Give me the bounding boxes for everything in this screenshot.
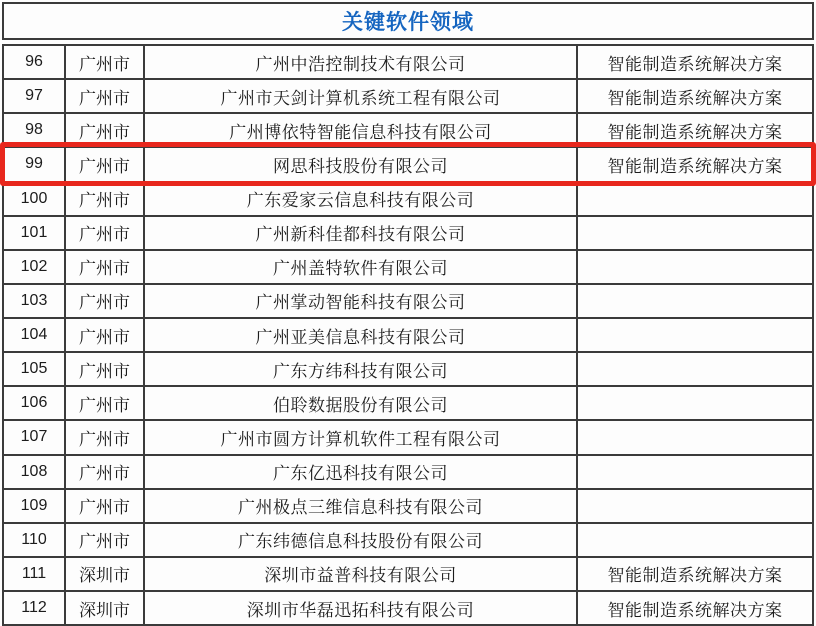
cell-city: 广州市	[64, 80, 143, 112]
cell-company: 深圳市华磊迅拓科技有限公司	[143, 592, 576, 624]
table-row	[4, 351, 812, 385]
cell-solution: 智能制造系统解决方案	[576, 46, 812, 78]
table-row	[4, 112, 812, 146]
table-row	[4, 454, 812, 488]
cell-company: 广州市圆方计算机软件工程有限公司	[143, 421, 576, 453]
cell-company: 广州博依特智能信息科技有限公司	[143, 114, 576, 146]
table-row	[4, 419, 812, 453]
cell-index: 112	[21, 599, 47, 617]
cell-solution	[576, 421, 812, 453]
cell-company: 广东方纬科技有限公司	[143, 353, 576, 385]
cell-company: 广州盖特软件有限公司	[143, 251, 576, 283]
cell-solution	[576, 490, 812, 522]
table-row	[4, 46, 812, 78]
table-row	[4, 215, 812, 249]
cell-company: 广州新科佳都科技有限公司	[143, 217, 576, 249]
table-row	[4, 283, 812, 317]
cell-company: 广州中浩控制技术有限公司	[143, 46, 576, 78]
cell-index: 96	[25, 53, 43, 71]
table-row	[4, 146, 812, 180]
cell-index: 104	[20, 326, 48, 344]
cell-solution	[576, 387, 812, 419]
table-row	[4, 385, 812, 419]
cell-solution	[576, 285, 812, 317]
cell-company: 广州亚美信息科技有限公司	[143, 319, 576, 351]
cell-company: 网思科技股份有限公司	[143, 148, 576, 180]
table-title: 关键软件领域	[342, 11, 474, 34]
table-row	[4, 590, 812, 624]
cell-company: 深圳市益普科技有限公司	[143, 558, 576, 590]
cell-solution	[576, 251, 812, 283]
table-row	[4, 78, 812, 112]
cell-solution: 智能制造系统解决方案	[576, 558, 812, 590]
cell-city: 广州市	[64, 285, 143, 317]
cell-solution	[576, 319, 812, 351]
cell-city: 广州市	[64, 456, 143, 488]
cell-solution: 智能制造系统解决方案	[576, 80, 812, 112]
cell-index: 98	[25, 121, 43, 139]
table-row	[4, 249, 812, 283]
cell-solution	[576, 217, 812, 249]
cell-city: 广州市	[64, 319, 143, 351]
cell-company: 广东纬德信息科技股份有限公司	[143, 524, 576, 556]
cell-index: 111	[21, 564, 47, 582]
cell-city: 广州市	[64, 46, 143, 78]
cell-solution	[576, 353, 812, 385]
cell-index: 107	[20, 428, 48, 446]
cell-city: 广州市	[64, 217, 143, 249]
cell-city: 广州市	[64, 524, 143, 556]
company-table	[2, 44, 814, 626]
cell-solution	[576, 524, 812, 556]
cell-solution: 智能制造系统解决方案	[576, 114, 812, 146]
table-title-bar	[2, 2, 814, 40]
table-row	[4, 488, 812, 522]
cell-company: 广州掌动智能科技有限公司	[143, 285, 576, 317]
cell-index: 101	[20, 223, 48, 241]
cell-index: 100	[20, 189, 48, 207]
cell-solution	[576, 183, 812, 215]
cell-index: 110	[21, 530, 47, 548]
cell-city: 深圳市	[64, 592, 143, 624]
cell-index: 99	[25, 155, 43, 173]
cell-solution	[576, 456, 812, 488]
table-row	[4, 181, 812, 215]
cell-index: 108	[20, 462, 48, 480]
cell-company: 广东亿迅科技有限公司	[143, 456, 576, 488]
cell-solution: 智能制造系统解决方案	[576, 148, 812, 180]
table-row	[4, 522, 812, 556]
cell-city: 广州市	[64, 421, 143, 453]
cell-index: 109	[20, 496, 48, 514]
cell-city: 广州市	[64, 148, 143, 180]
cell-company: 伯聆数据股份有限公司	[143, 387, 576, 419]
cell-city: 广州市	[64, 353, 143, 385]
cell-city: 广州市	[64, 251, 143, 283]
cell-city: 广州市	[64, 114, 143, 146]
cell-index: 103	[20, 291, 48, 309]
cell-company: 广州极点三维信息科技有限公司	[143, 490, 576, 522]
cell-company: 广东爱家云信息科技有限公司	[143, 183, 576, 215]
cell-city: 深圳市	[64, 558, 143, 590]
table-row	[4, 317, 812, 351]
cell-index: 102	[20, 257, 48, 275]
cell-index: 106	[20, 394, 48, 412]
cell-solution: 智能制造系统解决方案	[576, 592, 812, 624]
table-row	[4, 556, 812, 590]
cell-city: 广州市	[64, 490, 143, 522]
cell-company: 广州市天剑计算机系统工程有限公司	[143, 80, 576, 112]
cell-city: 广州市	[64, 387, 143, 419]
cell-index: 105	[20, 360, 48, 378]
cell-city: 广州市	[64, 183, 143, 215]
cell-index: 97	[25, 87, 43, 105]
